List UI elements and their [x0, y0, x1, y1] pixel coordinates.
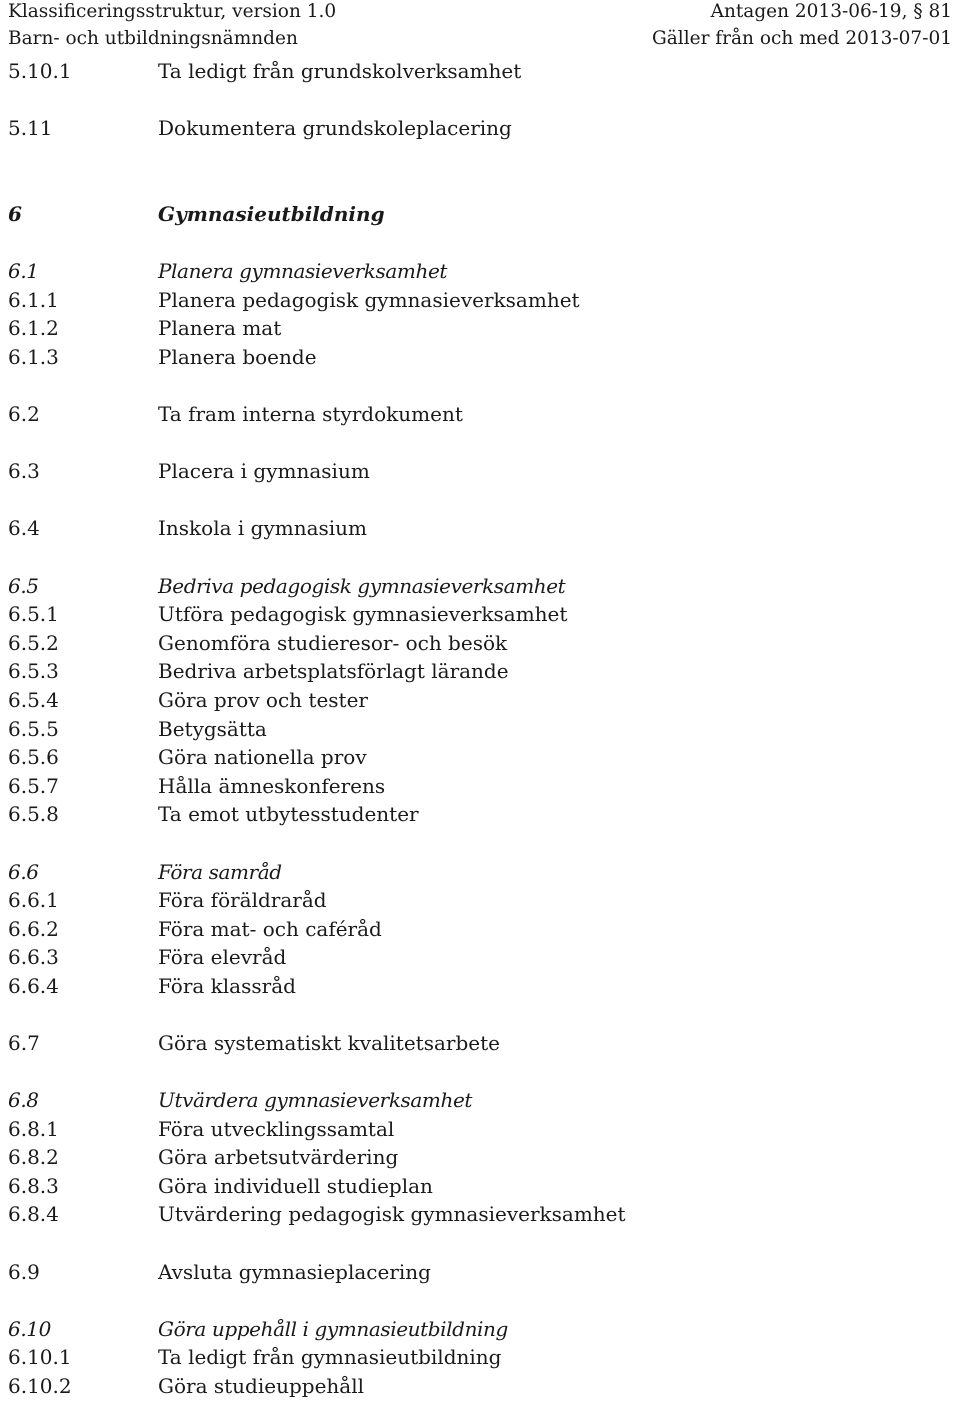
item-number: 6.5.2 — [8, 631, 59, 655]
item-title: Planera boende — [158, 345, 317, 369]
list-item — [8, 915, 952, 943]
list-item — [8, 1029, 952, 1057]
item-number: 6.1.2 — [8, 316, 59, 340]
item-number: 6.8.4 — [8, 1202, 59, 1226]
list-item — [8, 314, 952, 342]
item-number: 6.3 — [8, 459, 40, 483]
item-title: Göra prov och tester — [158, 688, 368, 712]
list-item — [8, 657, 952, 685]
list-item — [8, 743, 952, 771]
item-title: Göra systematiskt kvalitetsarbete — [158, 1031, 500, 1055]
list-item — [8, 514, 952, 542]
item-title: Föra mat- och caféråd — [158, 917, 382, 941]
list-item — [8, 457, 952, 485]
item-title: Ta emot utbytesstudenter — [158, 802, 419, 826]
item-number: 6.6 — [8, 860, 39, 884]
list-item — [8, 114, 952, 142]
list-item — [8, 943, 952, 971]
item-title: Bedriva arbetsplatsförlagt lärande — [158, 659, 509, 683]
item-number: 6.2 — [8, 402, 40, 426]
item-number: 6.10.2 — [8, 1374, 72, 1398]
list-item — [8, 1315, 952, 1343]
list-item — [8, 1200, 952, 1228]
item-number: 6.1.1 — [8, 288, 59, 312]
item-title: Dokumentera grundskoleplacering — [158, 116, 512, 140]
item-number: 6.4 — [8, 516, 40, 540]
item-title: Bedriva pedagogisk gymnasieverksamhet — [158, 574, 566, 598]
item-title: Ta ledigt från grundskolverksamhet — [158, 59, 522, 83]
item-title: Föra utvecklingssamtal — [158, 1117, 395, 1141]
list-item — [8, 772, 952, 800]
item-title: Placera i gymnasium — [158, 459, 370, 483]
item-title: Utvärdering pedagogisk gymnasieverksamhet — [158, 1202, 626, 1226]
item-title: Gymnasieutbildning — [158, 202, 385, 226]
list-item — [8, 57, 952, 85]
item-number: 6.5 — [8, 574, 39, 598]
item-number: 6.8.1 — [8, 1117, 59, 1141]
item-number: 6.5.1 — [8, 602, 59, 626]
item-number: 6.1 — [8, 259, 39, 283]
item-title: Göra studieuppehåll — [158, 1374, 364, 1398]
item-title: Föra föräldraråd — [158, 888, 327, 912]
item-title: Föra klassråd — [158, 974, 296, 998]
item-title: Genomföra studieresor- och besök — [158, 631, 508, 655]
item-number: 6.10 — [8, 1317, 51, 1341]
item-number: 6.5.6 — [8, 745, 59, 769]
list-item — [8, 572, 952, 600]
list-item — [8, 686, 952, 714]
header-adoption-date: Antagen 2013-06-19, § 81 — [710, 1, 952, 22]
item-number: 6.8.3 — [8, 1174, 59, 1198]
item-title: Planera gymnasieverksamhet — [158, 259, 448, 283]
header-organization: Barn- och utbildningsnämnden — [8, 28, 298, 49]
item-title: Föra samråd — [158, 860, 282, 884]
item-number: 6.6.3 — [8, 945, 59, 969]
list-item — [8, 715, 952, 743]
item-number: 6.6.4 — [8, 974, 59, 998]
header-valid-from: Gäller från och med 2013-07-01 — [651, 28, 952, 49]
item-number: 6.7 — [8, 1031, 40, 1055]
list-item — [8, 400, 952, 428]
list-item — [8, 1086, 952, 1114]
item-title: Utföra pedagogisk gymnasieverksamhet — [158, 602, 568, 626]
item-title: Göra arbetsutvärdering — [158, 1145, 399, 1169]
item-number: 6.5.8 — [8, 802, 59, 826]
item-number: 6.5.4 — [8, 688, 59, 712]
item-title: Planera mat — [158, 316, 282, 340]
item-number: 6.8 — [8, 1088, 39, 1112]
item-title: Ta fram interna styrdokument — [158, 402, 463, 426]
list-item — [8, 343, 952, 371]
item-number: 6.5.5 — [8, 717, 59, 741]
item-title: Inskola i gymnasium — [158, 516, 368, 540]
item-number: 5.11 — [8, 116, 53, 140]
item-number: 6.6.1 — [8, 888, 59, 912]
item-title: Göra nationella prov — [158, 745, 367, 769]
list-item — [8, 886, 952, 914]
list-item — [8, 1143, 952, 1171]
item-number: 6.5.3 — [8, 659, 59, 683]
item-title: Avsluta gymnasieplacering — [158, 1260, 431, 1284]
item-number: 6.5.7 — [8, 774, 59, 798]
item-number: 6.10.1 — [8, 1345, 72, 1369]
item-number: 5.10.1 — [8, 59, 72, 83]
item-number: 6 — [8, 202, 22, 226]
list-item — [8, 200, 952, 228]
item-number: 6.9 — [8, 1260, 40, 1284]
item-title: Ta ledigt från gymnasieutbildning — [158, 1345, 502, 1369]
item-number: 6.1.3 — [8, 345, 59, 369]
list-item — [8, 972, 952, 1000]
item-title: Föra elevråd — [158, 945, 287, 969]
list-item — [8, 286, 952, 314]
list-item — [8, 1172, 952, 1200]
item-title: Utvärdera gymnasieverksamhet — [158, 1088, 473, 1112]
list-item — [8, 257, 952, 285]
item-number: 6.6.2 — [8, 917, 59, 941]
list-item — [8, 1343, 952, 1371]
list-item — [8, 629, 952, 657]
header-document-title: Klassificeringsstruktur, version 1.0 — [8, 1, 337, 22]
list-item — [8, 1258, 952, 1286]
list-item — [8, 1372, 952, 1400]
list-item — [8, 858, 952, 886]
item-title: Planera pedagogisk gymnasieverksamhet — [158, 288, 580, 312]
list-item — [8, 600, 952, 628]
item-title: Betygsätta — [158, 717, 267, 741]
item-number: 6.8.2 — [8, 1145, 59, 1169]
item-title: Hålla ämneskonferens — [158, 774, 386, 798]
item-title: Göra individuell studieplan — [158, 1174, 433, 1198]
list-item — [8, 800, 952, 828]
item-title: Göra uppehåll i gymnasieutbildning — [158, 1317, 508, 1341]
list-item — [8, 1115, 952, 1143]
